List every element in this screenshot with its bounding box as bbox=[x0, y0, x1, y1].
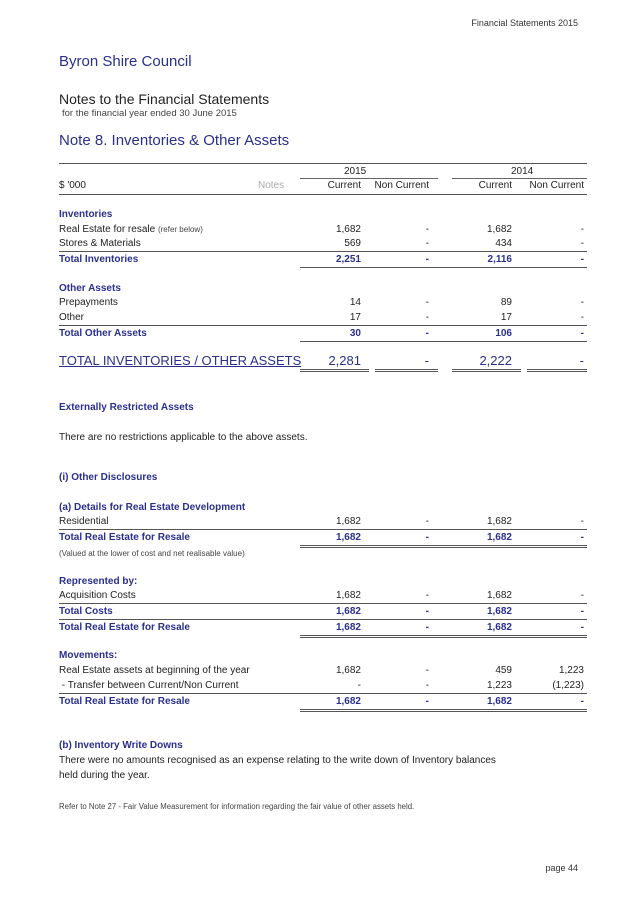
subsection-heading: Movements: bbox=[59, 650, 118, 661]
table-row: Other 17 - 17 - bbox=[59, 312, 584, 323]
year-2015: 2015 bbox=[344, 166, 367, 177]
double-rule bbox=[300, 369, 369, 372]
year-rule-2015 bbox=[300, 178, 438, 179]
total-row: Total Real Estate for Resale 1,682 - 1,682 - bbox=[59, 696, 584, 707]
unit-label: $ '000 bbox=[59, 180, 86, 191]
total-row: Total Other Assets 30 - 106 - bbox=[59, 328, 584, 339]
total-rule bbox=[300, 341, 587, 342]
total-row: Total Real Estate for Resale 1,682 - 1,682 - bbox=[59, 532, 584, 543]
row-rule bbox=[59, 529, 587, 530]
table-row: Stores & Materials 569 - 434 - bbox=[59, 238, 584, 249]
subsection-heading: Represented by: bbox=[59, 576, 138, 587]
report-header: Financial Statements 2015 bbox=[471, 18, 578, 28]
double-rule bbox=[300, 635, 587, 638]
row-rule bbox=[59, 603, 587, 604]
paragraph: held during the year. bbox=[59, 770, 150, 781]
row-rule bbox=[59, 251, 587, 252]
col-noncurrent-2015: Non Current bbox=[374, 180, 429, 191]
table-top-rule bbox=[59, 163, 587, 164]
council-name: Byron Shire Council bbox=[59, 53, 192, 70]
valued-note: (Valued at the lower of cost and net realisable value) bbox=[59, 549, 245, 558]
year-rule-2014 bbox=[452, 178, 587, 179]
refer-note: Refer to Note 27 - Fair Value Measurement for information regarding the fair value of other assets held. bbox=[59, 802, 415, 811]
total-row: Total Costs 1,682 - 1,682 - bbox=[59, 606, 584, 617]
header-bottom-rule bbox=[59, 194, 587, 195]
double-rule bbox=[452, 369, 521, 372]
double-rule bbox=[300, 545, 587, 548]
row-rule bbox=[59, 693, 587, 694]
table-row: Residential 1,682 - 1,682 - bbox=[59, 516, 584, 527]
table-row: - Transfer between Current/Non Current - - 1,223 (1,223) bbox=[59, 680, 584, 691]
table-row: Real Estate for resale (refer below) 1,682 - 1,682 - bbox=[59, 224, 584, 235]
section-heading: Externally Restricted Assets bbox=[59, 402, 194, 413]
double-rule bbox=[375, 369, 438, 372]
table-row: Acquisition Costs 1,682 - 1,682 - bbox=[59, 590, 584, 601]
notes-label: Notes bbox=[258, 180, 285, 191]
section-heading: Inventories bbox=[59, 209, 113, 220]
paragraph: There are no restrictions applicable to the above assets. bbox=[59, 432, 308, 443]
paragraph: There were no amounts recognised as an expense relating to the write down of Inventory balances bbox=[59, 755, 496, 766]
column-header-row bbox=[59, 180, 587, 195]
total-rule bbox=[300, 267, 587, 268]
section-heading: (i) Other Disclosures bbox=[59, 472, 158, 483]
year-2014: 2014 bbox=[511, 166, 534, 177]
subsection-heading: (b) Inventory Write Downs bbox=[59, 740, 183, 751]
section-heading: Other Assets bbox=[59, 283, 121, 294]
total-row: Total Real Estate for Resale 1,682 - 1,682 - bbox=[59, 622, 584, 633]
col-current-2015: Current bbox=[327, 180, 361, 191]
table-row: Real Estate assets at beginning of the year 1,682 - 459 1,223 bbox=[59, 665, 584, 676]
double-rule bbox=[527, 369, 587, 372]
col-current-2014: Current bbox=[478, 180, 512, 191]
notes-subtitle: for the financial year ended 30 June 2015 bbox=[62, 108, 237, 119]
page-number: page 44 bbox=[545, 863, 578, 873]
notes-title: Notes to the Financial Statements bbox=[59, 91, 270, 107]
grand-total-row: TOTAL INVENTORIES / OTHER ASSETS 2,281 - 2,222 - bbox=[59, 353, 584, 368]
table-row: Prepayments 14 - 89 - bbox=[59, 297, 584, 308]
total-row: Total Inventories 2,251 - 2,116 - bbox=[59, 254, 584, 265]
row-rule bbox=[59, 325, 587, 326]
row-rule bbox=[59, 619, 587, 620]
double-rule bbox=[300, 709, 587, 712]
subsection-heading: (a) Details for Real Estate Development bbox=[59, 502, 246, 513]
note-heading: Note 8. Inventories & Other Assets bbox=[59, 132, 290, 149]
col-noncurrent-2014: Non Current bbox=[529, 180, 584, 191]
